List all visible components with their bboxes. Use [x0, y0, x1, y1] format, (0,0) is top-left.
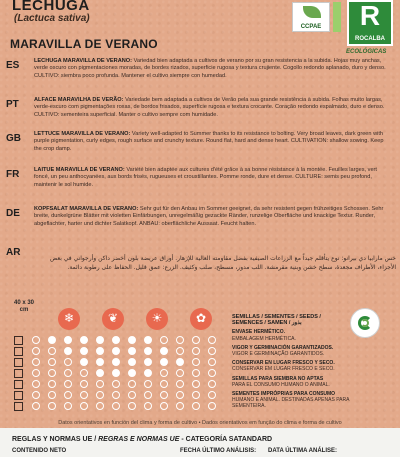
- calendar-month-dot: [64, 369, 72, 377]
- calendar-month-dot: [160, 347, 168, 355]
- seed-item: CONSERVAR EN LUGAR FRESCO Y SECO. CONSERVAR EM LUGAR FRESCO E SECO.: [232, 360, 335, 373]
- calendar-row: [14, 358, 224, 368]
- calendar-month-dot: [160, 380, 168, 388]
- calendar-month-dot: [128, 369, 136, 377]
- leaf-icon: [303, 6, 321, 18]
- disclaimer-note: Datos orientativos en función del clima y forma de cultivo • Dados orientativos em função do clima e forma de cultivo: [58, 420, 342, 426]
- calendar-row-icon: [14, 347, 23, 356]
- plant-spacing: [4, 300, 44, 314]
- spacing-unit: cm: [19, 307, 29, 313]
- spacing-value: 40 x 30: [13, 300, 35, 306]
- calendar-month-dot: [192, 391, 200, 399]
- calendar-month-dot: [176, 358, 184, 366]
- calendar-month-dot: [80, 336, 88, 344]
- analysis-date-label: FECHA ÚLTIMO ANÁLISIS:: [180, 448, 257, 454]
- lang-text: ALFACE MARAVILHA DE VERÃO: Variedade bem adaptada a cultivos de Verão pela sua grande resistência à subida. Folhas muito largas, verde-escuro com pigmentações roxas, de bordos frisados, superfície rugosa e textura crocante. Coração redondo espalmado, duro e denso. CULTIVO: sementeira superficial. Manter o cultivo sempre com humidade.: [34, 97, 385, 118]
- calendar-row: [14, 336, 224, 346]
- lang-code: PT: [6, 99, 19, 110]
- calendar-month-dot: [80, 347, 88, 355]
- ccpae-logo: CCPAE: [292, 2, 330, 32]
- calendar-month-dot: [144, 336, 152, 344]
- calendar-month-dot: [32, 380, 40, 388]
- lang-code: ES: [6, 60, 20, 71]
- calendar-month-dot: [144, 402, 152, 410]
- calendar-row: [14, 391, 224, 401]
- calendar-month-dot: [128, 336, 136, 344]
- calendar-month-dot: [64, 402, 72, 410]
- analysis-date-label-pt: DATA ÚLTIMA ANÁLISE:: [268, 448, 337, 454]
- seed-header: SEMILLAS / SEMENTES / SEEDS / SEMENCES / SAMEN / بذور: [232, 314, 321, 327]
- calendar-row-icon: [14, 391, 23, 400]
- calendar-month-dot: [208, 336, 216, 344]
- footer: [0, 428, 400, 457]
- calendar-month-dot: [144, 380, 152, 388]
- calendar-month-dot: [80, 402, 88, 410]
- calendar-row: [14, 347, 224, 357]
- lang-text: KOPFSALAT MARAVILLA DE VERANO: Sehr gut für den Anbau im Sommer geeignet, da sehr resistent gegen frühzeitiges Schossen. Sehr breite, dunkelgrüne Blätter mit violetten Einfärbungen, unregelmäßig gezackte Ränder, runzelige Oberfläche und knackige Textur. Runder, abgeflachter, harter und dichter Salatkopf. ANBAU: oberflächliche Aussaat. Feucht halten.: [34, 206, 384, 227]
- calendar-month-dot: [144, 358, 152, 366]
- calendar-month-dot: [96, 336, 104, 344]
- calendar-month-dot: [208, 358, 216, 366]
- calendar-row-icon: [14, 369, 23, 378]
- season-icons: [44, 308, 224, 332]
- calendar-month-dot: [176, 369, 184, 377]
- brand-subtitle: ECOLÓGICAS: [346, 49, 387, 55]
- lang-text: LAITUE MARAVILLA DE VERANO: Variété bien adaptée aux cultures d'été grâce à sa bonne résistance à la montée. Feuilles larges, vert foncé, un peu anthocyanées, aux bords frisés, rugueuses et croustillantes. Pomme ronde, dure et dense. CULTURE: semis peu profond, maintenir le sol humide.: [34, 167, 377, 188]
- calendar-month-dot: [32, 336, 40, 344]
- calendar-month-dot: [176, 347, 184, 355]
- calendar-month-dot: [192, 336, 200, 344]
- latin-name: (Lactuca sativa): [14, 13, 90, 24]
- lang-text: LECHUGA MARAVILLA DE VERANO: Variedad bien adaptada a cultivos de verano por su gran resistencia a la subida. Hojas muy anchas, verde oscuro con pigmentaciones moradas, de bordes rizados, superficie rugosa y textura crujiente. Cogollo redondo aplanado, duro y denso. CULTIVO: siembra poco profunda. Mantener el cultivo siempre con humedad.: [34, 58, 386, 79]
- rocalba-logo: R ROCALBA: [347, 0, 393, 46]
- lang-block-de: [4, 206, 396, 240]
- calendar-month-dot: [112, 391, 120, 399]
- product-title: LECHUGA: [12, 0, 90, 14]
- calendar-month-dot: [96, 369, 104, 377]
- lang-block-ar: [4, 245, 396, 289]
- calendar-month-dot: [112, 336, 120, 344]
- calendar-month-dot: [144, 391, 152, 399]
- calendar-row: [14, 369, 224, 379]
- calendar-month-dot: [96, 347, 104, 355]
- seed-item: VIGOR Y GERMINACIÓN GARANTIZADOS. VIGOR E GERMINAÇÃO GARANTIDOS.: [232, 344, 334, 358]
- calendar-month-dot: [32, 391, 40, 399]
- calendar-month-dot: [48, 336, 56, 344]
- eu-organic-leaf-icon: [333, 2, 341, 32]
- calendar-month-dot: [176, 336, 184, 344]
- calendar-month-dot: [96, 391, 104, 399]
- lang-code: AR: [6, 247, 21, 258]
- seed-item: SEMENTES IMPRÓPRIAS PARA CONSUMO HUMANO E ANIMAL. DESTINADAS APENAS PARA SEMENTEIRA.: [232, 391, 350, 410]
- calendar-month-dot: [208, 380, 216, 388]
- leaf-icon: ❦: [102, 308, 124, 330]
- recycle-icon: [350, 308, 380, 338]
- calendar-month-dot: [112, 347, 120, 355]
- calendar-month-dot: [192, 402, 200, 410]
- calendar-month-dot: [160, 402, 168, 410]
- regulation-line: REGLAS Y NORMAS UE / REGRAS E NORMAS UE - CATEGORÍA SATANDARD: [12, 436, 273, 443]
- calendar-month-dot: [176, 391, 184, 399]
- calendar-month-dot: [112, 402, 120, 410]
- calendar-month-dot: [208, 391, 216, 399]
- calendar-month-dot: [192, 369, 200, 377]
- calendar-month-dot: [96, 358, 104, 366]
- calendar-row-icon: [14, 402, 23, 411]
- calendar-month-dot: [176, 380, 184, 388]
- calendar-month-dot: [48, 380, 56, 388]
- calendar-row-icon: [14, 358, 23, 367]
- lang-block-es: [4, 58, 396, 102]
- calendar-month-dot: [112, 358, 120, 366]
- lang-code: GB: [6, 133, 21, 144]
- lang-block-fr: [4, 167, 396, 201]
- calendar-month-dot: [144, 369, 152, 377]
- calendar-month-dot: [208, 369, 216, 377]
- calendar-month-dot: [64, 336, 72, 344]
- snowflake-icon: ❄: [58, 308, 80, 330]
- calendar-month-dot: [64, 358, 72, 366]
- sprout-icon: ✿: [190, 308, 212, 330]
- lang-block-pt: [4, 97, 396, 131]
- calendar-row: [14, 402, 224, 412]
- calendar-month-dot: [64, 391, 72, 399]
- calendar-month-dot: [176, 402, 184, 410]
- lang-block-gb: [4, 131, 396, 165]
- calendar-month-dot: [80, 369, 88, 377]
- lang-code: DE: [6, 208, 20, 219]
- calendar-month-dot: [32, 347, 40, 355]
- seed-item: SEMILLAS PARA SIEMBRA NO APTAS PARA EL CONSUMO HUMANO O ANIMAL.: [232, 375, 330, 388]
- calendar-month-dot: [96, 402, 104, 410]
- calendar-row-icon: [14, 380, 23, 389]
- sun-icon: ☀: [146, 308, 168, 330]
- calendar-month-dot: [112, 380, 120, 388]
- header: [0, 0, 400, 58]
- calendar-month-dot: [48, 402, 56, 410]
- brand-monogram: R: [359, 0, 381, 31]
- calendar-month-dot: [160, 369, 168, 377]
- seed-info: [232, 314, 350, 413]
- calendar-month-dot: [32, 369, 40, 377]
- calendar-month-dot: [208, 402, 216, 410]
- calendar-month-dot: [80, 358, 88, 366]
- calendar-month-dot: [48, 347, 56, 355]
- calendar-row: [14, 380, 224, 390]
- calendar-month-dot: [96, 380, 104, 388]
- calendar-month-dot: [160, 391, 168, 399]
- calendar-month-dot: [112, 369, 120, 377]
- calendar-month-dot: [32, 402, 40, 410]
- calendar-month-dot: [80, 380, 88, 388]
- net-content-label: CONTENIDO NETO: [12, 448, 67, 454]
- calendar-month-dot: [128, 402, 136, 410]
- lang-code: FR: [6, 169, 20, 180]
- calendar-row-icon: [14, 336, 23, 345]
- calendar-month-dot: [160, 336, 168, 344]
- calendar-month-dot: [128, 391, 136, 399]
- calendar-month-dot: [128, 380, 136, 388]
- calendar-month-dot: [192, 380, 200, 388]
- calendar-month-dot: [48, 369, 56, 377]
- lang-text-arabic: خس مارابيا دي بيرانو: نوع يتأقلم جيداً مع الزراعات الصيفية بفضل مقاومته العالية للإزهار. أوراق عريضة بلون أخضر داكن وأرجواني في بعض الأجزاء، الأطراف مجعدة، سطح خشن وبنية مقرمشة. اللب مدور، مسطح، صلب وكثيف. الزرع: عمق قليل. الحفاظ على رطوبة دائمة.: [49, 255, 396, 271]
- calendar-month-dot: [128, 358, 136, 366]
- variety-name: MARAVILLA DE VERANO: [10, 37, 158, 51]
- calendar-month-dot: [192, 347, 200, 355]
- lang-text: LETTUCE MARAVILLA DE VERANO: Variety well-adapted to Summer thanks to its resistance to bolting. Very broad leaves, dark green with purple pigmentation, curly edges, rough surface and crunchy texture. Round flat, hard and dense heart. CULTIVATION: shallow sowing. Keep the crop damp.: [34, 131, 384, 152]
- calendar-month-dot: [128, 347, 136, 355]
- calendar-month-dot: [208, 347, 216, 355]
- calendar-month-dot: [144, 347, 152, 355]
- calendar-month-dot: [192, 358, 200, 366]
- calendar-month-dot: [80, 391, 88, 399]
- seed-item: ENVASE HERMÉTICO. EMBALAGEM HERMÉTICA.: [232, 329, 296, 342]
- calendar-month-dot: [64, 347, 72, 355]
- calendar-month-dot: [160, 358, 168, 366]
- calendar-month-dot: [48, 358, 56, 366]
- calendar-month-dot: [64, 380, 72, 388]
- calendar-month-dot: [32, 358, 40, 366]
- calendar-month-dot: [48, 391, 56, 399]
